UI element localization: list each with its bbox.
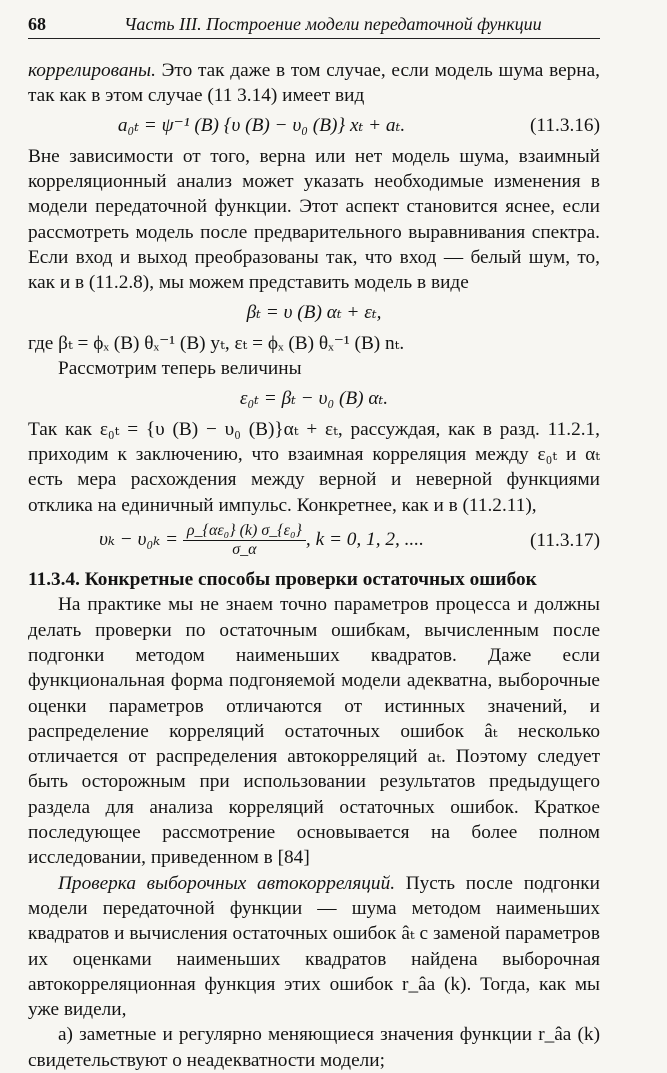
- running-title: Часть III. Построение модели передаточной функции: [124, 14, 542, 34]
- equation-11-3-17-denominator: σ_α: [232, 541, 257, 559]
- equation-beta: [28, 300, 600, 325]
- section-title: 11.3.4. Конкретные способы проверки остаточных ошибок: [28, 569, 537, 591]
- equation-11-3-16-formula: a₀ₜ = ψ⁻¹ (B) {υ (B) − υ₀ (B)} xₜ + aₜ.: [117, 114, 406, 136]
- page-body: [28, 58, 600, 1073]
- paragraph-1: [28, 58, 600, 109]
- equation-11-3-17-formula: [28, 522, 495, 559]
- paragraph-5: Так как ε₀ₜ = {υ (B) − υ₀ (B)}αₜ + εₜ, рассуждая, как в разд. 11.2.1, приходим к заключению, что взаимная корреляция между ε₀ₜ и αₜ есть мера расхождения между верной и неверной функциями отклика на единичный импульс. Конкретнее, как и в (11.2.11),: [28, 418, 600, 516]
- equation-11-3-16: [28, 113, 600, 138]
- equation-11-3-17-left: υₖ − υ₀ₖ =: [99, 528, 183, 550]
- equation-11-3-17-fraction: [183, 522, 306, 559]
- paragraph-2: Вне зависимости от того, верна или нет модель шума, взаимный корреляционный анализ может указать необходимые изменения в модели передаточной функции. Этот аспект становится яснее, если рассмотреть модель после предварительного выравнивания спектра. Если вход и выход преобразованы так, что вход — белый шум, то, как и в (11.2.8), мы можем представить модель в виде: [28, 145, 600, 294]
- paragraph-3: где βₜ = ϕₓ (B) θₓ⁻¹ (B) yₜ, εₜ = ϕₓ (B) θₓ⁻¹ (B) nₜ.: [28, 332, 405, 354]
- page-header: [28, 12, 600, 39]
- page-number: 68: [28, 14, 46, 34]
- equation-11-3-17-number: (11.3.17): [530, 529, 600, 551]
- equation-beta-formula: βₜ = υ (B) αₜ + εₜ,: [246, 301, 382, 323]
- paragraph-1-text: Это так даже в том случае, если модель шума верна, так как в этом случае (11 3.14) имеет вид: [28, 60, 600, 107]
- list-item-a: а) заметные и регулярно меняющиеся значения функции r_âa (k) свидетельствуют о неадекватности модели;: [28, 1024, 600, 1071]
- equation-epsilon-formula: ε₀ₜ = βₜ − υ₀ (B) αₜ.: [239, 387, 389, 409]
- equation-11-3-17-right: , k = 0, 1, 2, ....: [305, 528, 424, 550]
- paragraph-4: Рассмотрим теперь величины: [58, 358, 302, 380]
- paragraph-7: [28, 871, 600, 1023]
- equation-11-3-17: [28, 522, 600, 559]
- paragraph-1-emphasis: коррелированы.: [28, 60, 156, 81]
- paragraph-7-text: Пусть после подгонки модели передаточной функции — шума методом наименьших квадратов и вычисления остаточных ошибок âₜ с заменой параметров их оценками наименьших квадратов найдена выборочная автокорреляционная функция этих ошибок r_âa (k). Тогда, как мы уже видели,: [28, 872, 600, 1021]
- equation-11-3-17-numerator: ρ_{αε₀} (k) σ_{ε₀}: [183, 522, 306, 541]
- paragraph-6: На практике мы не знаем точно параметров процесса и должны делать проверки по остаточным ошибкам, вычисленным после подгонки методом наименьших квадратов. Даже если функциональная форма подгоняемой модели адекватна, выборочные оценки параметров отличаются от истинных значений, и распределение корреляций остаточных ошибок âₜ несколько отличается от распределения автокорреляций aₜ. Поэтому следует быть осторожным при использовании результатов предыдущего раздела для анализа корреляций остаточных ошибок. Краткое последующее рассмотрение основывается на более полном исследовании, приведенном в [84]: [28, 594, 600, 869]
- equation-11-3-16-number: (11.3.16): [530, 114, 600, 136]
- paragraph-7-emphasis: Проверка выборочных автокорреляций.: [58, 872, 396, 894]
- equation-epsilon: [28, 386, 600, 411]
